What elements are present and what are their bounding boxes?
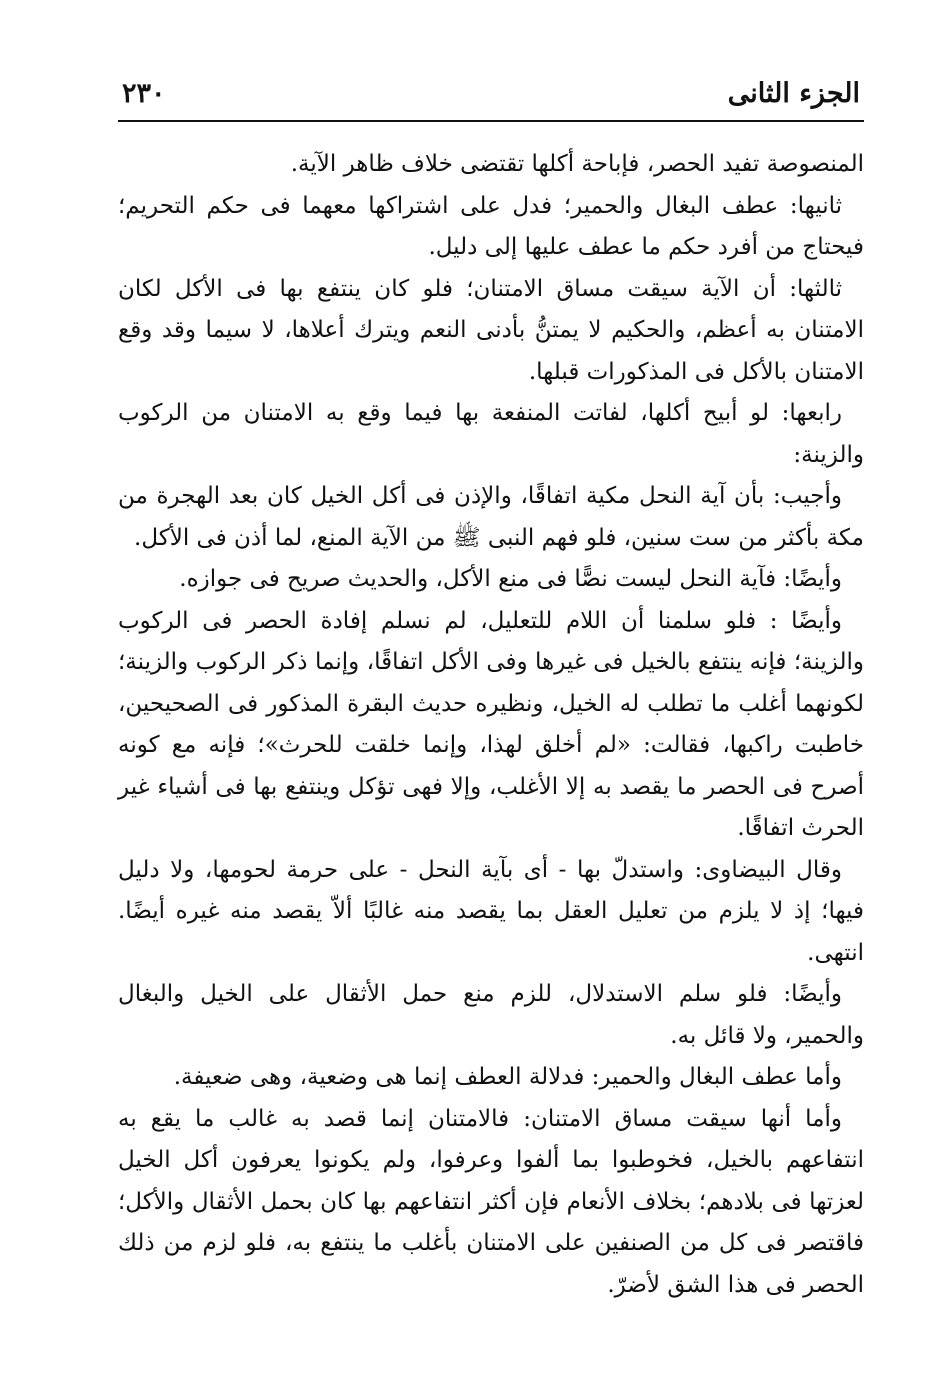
page-header — [118, 72, 864, 122]
paragraph: المنصوصة تفيد الحصر، فإباحة أكلها تقتضى خلاف ظاهر الآية. — [290, 151, 864, 177]
paragraph: رابعها: لو أبيح أكلها، لفاتت المنفعة بها فيما وقع به الامتنان من الركوب والزينة: — [118, 400, 864, 468]
paragraph: وأيضًا: فلو سلم الاستدلال، للزم منع حمل الأثقال على الخيل والبغال والحمير، ولا قائل به. — [118, 981, 864, 1049]
paragraph: وأجيب: بأن آية النحل مكية اتفاقًا، والإذن فى أكل الخيل كان بعد الهجرة من مكة بأكثر من ست سنين، فلو فهم النبى ﷺ من الآية المنع، لما أذن فى الأكل. — [118, 483, 864, 551]
paragraph: ثانيها: عطف البغال والحمير؛ فدل على اشتراكها معهما فى حكم التحريم؛ فيحتاج من أفرد حكم ما عطف عليها إلى دليل. — [118, 192, 864, 260]
paragraph: وأما عطف البغال والحمير: فدلالة العطف إنما هى وضعية، وهى ضعيفة. — [173, 1064, 842, 1090]
book-page — [118, 72, 864, 1306]
page-number: ٢٣٠ — [122, 78, 166, 109]
paragraph: وأيضًا: فآية النحل ليست نصًّا فى منع الأكل، والحديث صريح فى جوازه. — [179, 566, 842, 592]
part-title: الجزء الثانى — [727, 78, 860, 109]
paragraph: ثالثها: أن الآية سيقت مساق الامتنان؛ فلو كان ينتفع بها فى الأكل لكان الامتنان به أعظم، والحكيم لا يمتنُّ بأدنى النعم ويترك أعلاها، لا سيما وقد وقع الامتنان بالأكل فى المذكورات قبلها. — [118, 275, 864, 385]
body-text — [118, 144, 864, 1306]
paragraph: وأيضًا : فلو سلمنا أن اللام للتعليل، لم نسلم إفادة الحصر فى الركوب والزينة؛ فإنه ينتفع بالخيل فى غيرها وفى الأكل اتفاقًا، وإنما ذكر الركوب والزينة؛ لكونهما أغلب ما تطلب له الخيل، ونظيره حديث البقرة المذكور فى الصحيحين، خاطبت راكبها، فقالت: «لم أخلق لهذا، وإنما خلقت للحرث»؛ فإنه مع كونه أصرح فى الحصر ما يقصد به إلا الأغلب، وإلا فهى تؤكل وينتفع بها فى أشياء غير الحرث اتفاقًا. — [118, 607, 864, 841]
paragraph: وقال البيضاوى: واستدلّ بها - أى بآية النحل - على حرمة لحومها، ولا دليل فيها؛ إذ لا يلزم من تعليل العقل بما يقصد منه غالبًا ألاّ يقصد منه غيره أيضًا. انتهى. — [118, 856, 864, 966]
paragraph: وأما أنها سيقت مساق الامتنان: فالامتنان إنما قصد به غالب ما يقع به انتفاعهم بالخيل، فخوطبوا بما ألفوا وعرفوا، ولم يكونوا يعرفون أكل الخيل لعزتها فى بلادهم؛ بخلاف الأنعام فإن أكثر انتفاعهم بها كان بحمل الأثقال والأكل؛ فاقتصر فى كل من الصنفين على الامتنان بأغلب ما ينتفع به، فلو لزم من ذلك الحصر فى هذا الشق لأضرّ. — [118, 1105, 864, 1298]
